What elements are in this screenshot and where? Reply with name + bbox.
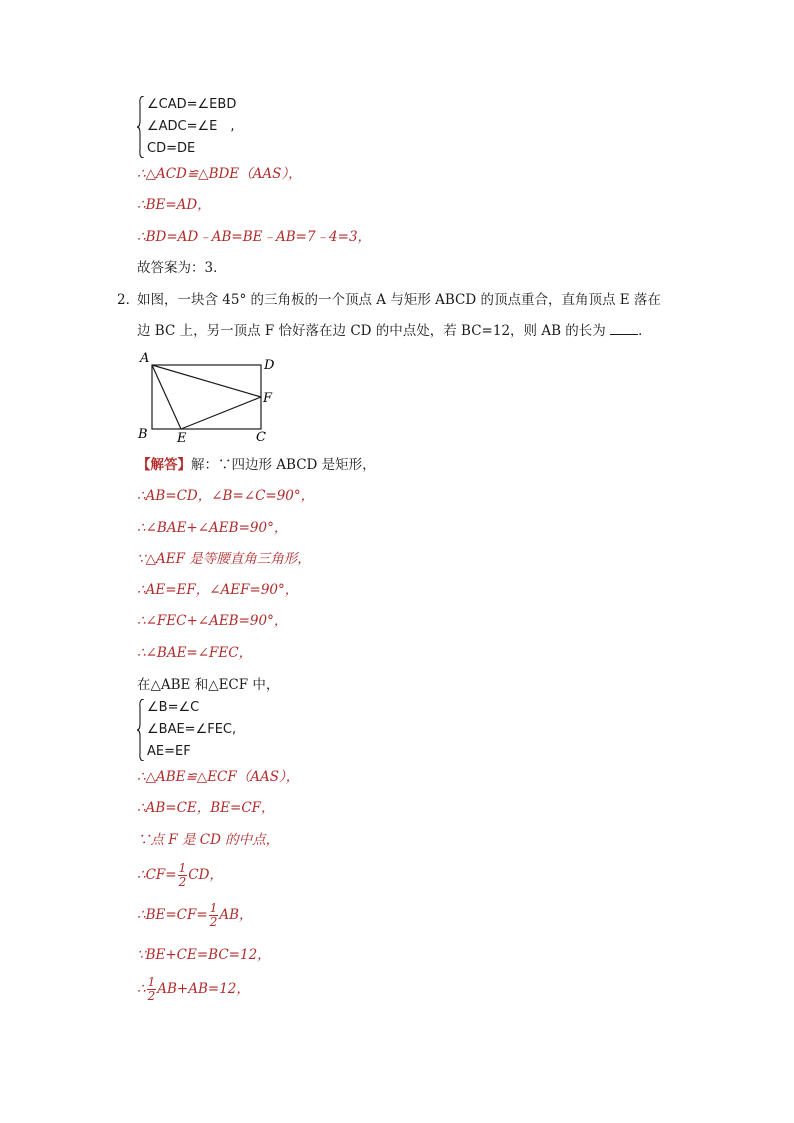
problem-text-line-1: 如图，一块含 45° 的三角板的一个顶点 A 与矩形 ABCD 的顶点重合，直角顶点 E 落在 bbox=[137, 292, 661, 308]
solution-intro-text: 解：∵四边形 ABCD 是矩形， bbox=[191, 457, 376, 473]
answer-blank bbox=[610, 322, 638, 335]
fraction-numerator: 1 bbox=[147, 975, 156, 989]
solution-line: ∴BE=AD， bbox=[137, 197, 211, 213]
fraction-numerator: 1 bbox=[178, 861, 187, 875]
system-line: ∠BAE=∠FEC, bbox=[147, 722, 237, 737]
label-d: D bbox=[264, 358, 275, 373]
system-line: ∠B=∠C bbox=[147, 700, 200, 715]
solution-line: ∴AE=EF，∠AEF=90°， bbox=[137, 582, 299, 598]
fraction-suffix: CD， bbox=[188, 867, 223, 883]
congruence-line: ∴△ABE≌△ECF（AAS）， bbox=[137, 769, 300, 785]
fraction-half bbox=[178, 862, 188, 889]
segment-ef bbox=[181, 397, 261, 429]
solution-line: ∴BD=AD﹣AB=BE﹣AB=7﹣4=3， bbox=[137, 229, 372, 245]
problem-number: 2． bbox=[117, 292, 140, 308]
solution-line-fraction bbox=[137, 975, 250, 1003]
fraction-numerator: 1 bbox=[209, 901, 218, 915]
solution-line: ∵△AEF 是等腰直角三角形， bbox=[137, 551, 311, 567]
solution-line: ∵BE+CE=BC=12， bbox=[137, 947, 271, 963]
solution-line: ∵点 F 是 CD 的中点， bbox=[137, 832, 280, 848]
label-f: F bbox=[263, 391, 273, 406]
fraction-denominator: 2 bbox=[178, 875, 187, 889]
fraction-prefix: ∴BE=CF= bbox=[137, 907, 208, 923]
solution-tag: 【解答】 bbox=[137, 457, 191, 473]
segment-ae bbox=[152, 365, 181, 429]
problem-text-end: ． bbox=[638, 323, 652, 339]
equation-system-2 bbox=[137, 697, 236, 763]
solution-line: ∴∠BAE=∠FEC， bbox=[137, 645, 253, 661]
solution-line: ∴∠BAE+∠AEB=90°， bbox=[137, 520, 288, 536]
solution-line: ∴∠FEC+∠AEB=90°， bbox=[137, 613, 288, 629]
congruence-line: ∴△ACD≌△BDE（AAS）， bbox=[137, 166, 302, 182]
segment-af bbox=[152, 365, 261, 397]
label-a: A bbox=[140, 351, 150, 366]
label-c: C bbox=[256, 430, 266, 445]
solution-line-fraction bbox=[137, 901, 253, 929]
solution-line: ∴AB=CD，∠B=∠C=90°， bbox=[137, 488, 315, 504]
solution-line: 在△ABE 和△ECF 中， bbox=[137, 677, 280, 693]
fraction-half bbox=[147, 976, 157, 1003]
solution-intro bbox=[137, 456, 376, 474]
fraction-suffix: AB， bbox=[219, 907, 253, 923]
problem-text-line-2 bbox=[137, 322, 652, 340]
label-b: B bbox=[138, 427, 148, 442]
answer-line: 故答案为：3． bbox=[137, 260, 227, 276]
equation-system-1 bbox=[137, 94, 236, 160]
label-e: E bbox=[177, 431, 187, 445]
brace-icon bbox=[137, 699, 145, 761]
system-line: ∠CAD=∠EBD bbox=[147, 97, 237, 112]
solution-line-fraction bbox=[137, 861, 223, 889]
brace-icon bbox=[137, 96, 145, 158]
fraction-denominator: 2 bbox=[147, 989, 156, 1003]
geometry-figure bbox=[135, 350, 275, 445]
fraction-denominator: 2 bbox=[209, 915, 218, 929]
system-line: ∠ADC=∠E , bbox=[147, 119, 235, 134]
fraction-suffix: AB+AB=12， bbox=[157, 981, 250, 997]
fraction-half bbox=[209, 902, 219, 929]
problem-text: 边 BC 上，另一顶点 F 恰好落在边 CD 的中点处，若 BC=12，则 AB 的长为 bbox=[137, 323, 606, 339]
fraction-prefix: ∴CF= bbox=[137, 867, 177, 883]
system-line: AE=EF bbox=[147, 744, 191, 759]
solution-line: ∴AB=CE，BE=CF， bbox=[137, 800, 275, 816]
system-line: CD=DE bbox=[147, 141, 196, 156]
fraction-prefix: ∴ bbox=[137, 981, 146, 997]
